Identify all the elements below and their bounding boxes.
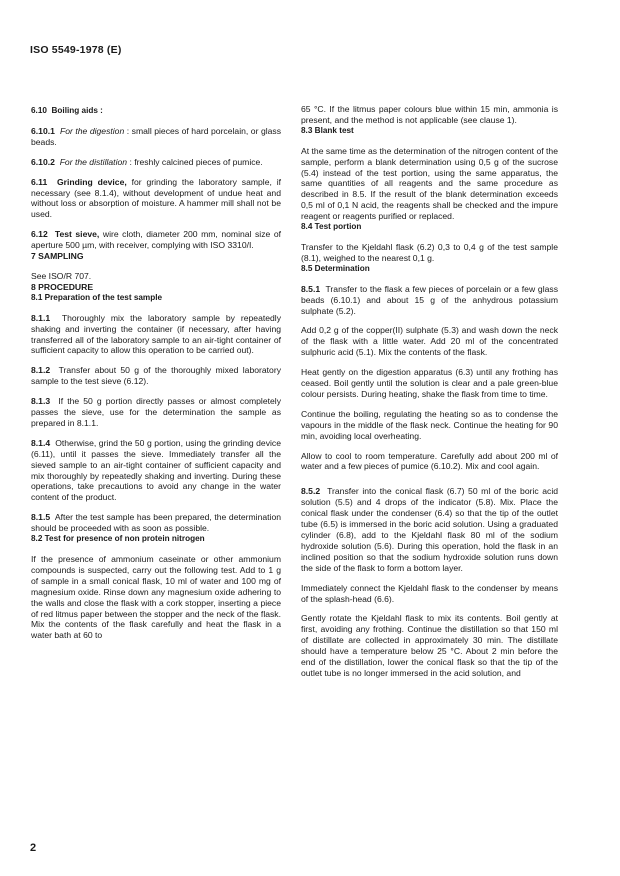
section-8-5-1-p4: Continue the boiling, regulating the heating so as to condense the vapours in the middle of the flask neck. Continue the heating for 90 min, avoiding local overheating. — [301, 408, 558, 441]
section-number: 8.5.2 — [301, 486, 321, 497]
section-number: 6.10 — [31, 106, 47, 115]
italic-lead: For the digestion — [59, 125, 125, 136]
continued-paragraph: 65 °C. If the litmus paper colours blue within 15 min, ammonia is present, and the method is not applicable (see clause 1). — [301, 104, 558, 125]
section-8-1-3 — [31, 396, 281, 429]
italic-lead: For the distillation — [59, 156, 128, 167]
section-8-4-title: 8.4 Test portion — [301, 222, 362, 232]
section-number: 6.11 — [31, 176, 48, 187]
paragraph-text: : small pieces of hard porcelain, or glass beads. — [31, 125, 282, 147]
section-8-5-2-p1 — [301, 486, 558, 573]
right-column — [301, 104, 558, 679]
page-number: 2 — [30, 842, 37, 854]
section-title: Test sieve, — [54, 229, 100, 240]
section-number: 6.10.2 — [31, 156, 55, 167]
section-6-10 — [31, 106, 281, 117]
section-8-1-title: 8.1 Preparation of the test sample — [31, 292, 163, 302]
paragraph-text: Transfer to the flask a few pieces of porcelain or a few glass beads (6.10.1) and about 15 g of the anhydrous potassium sulphate (5.2). — [301, 283, 558, 316]
section-8-3-title: 8.3 Blank test — [301, 125, 354, 135]
section-6-11 — [31, 177, 281, 221]
section-6-10-2 — [31, 157, 281, 168]
section-8-5-1-p2: Add 0,2 g of the copper(II) sulphate (5.3) and wash down the neck of the flask with a little water. Add 20 ml of the concentrated sulphuric acid (5.1). Mix the contents of the flask. — [301, 325, 558, 358]
section-8-5-1-p3: Heat gently on the digestion apparatus (6.3) until any frothing has ceased. Boil gently until the solution is clear and a pale green-blue colour persists. During heating, shake the flask from time to time. — [301, 367, 558, 399]
section-number: 8.1.4 — [31, 437, 51, 448]
section-number: 8.1.3 — [31, 396, 51, 407]
section-8-1-1 — [31, 313, 281, 357]
left-column — [31, 106, 281, 641]
section-6-10-1 — [31, 126, 281, 148]
paragraph-text: If the 50 g portion directly passes or almost completely passes the sieve, use for the determination the sample as prepared in 8.1.1. — [31, 396, 281, 428]
section-8-title: 8 PROCEDURE — [31, 281, 94, 292]
section-number: 6.12 — [31, 229, 48, 240]
paragraph-text: Transfer into the conical flask (6.7) 50 ml of the boric acid solution (5.5) and 4 drops of the indicator (5.8). Mix. Place the conical flask under the condenser (6.4) so that the tip of the outlet tube (6.5) is immersed in the boric acid solution. Using a graduated cylinder (6.8), add to the Kjeldahl flask 80 ml of the sodium hydroxide solution (5.6). During this operation, hold the flask in an inclined position so that the sodium hydroxide solution runs down the side of the flask to form a bottom layer. — [301, 486, 559, 573]
section-8-5-1-p5: Allow to cool to room temperature. Carefully add about 200 ml of water and a few pieces of pumice (6.10.2). Mix and cool again. — [301, 450, 558, 472]
section-8-2-title: 8.2 Test for presence of non protein nitrogen — [31, 534, 205, 544]
paragraph-text: Otherwise, grind the 50 g portion, using the grinding device (6.11), until it passes the sieve. Immediately transfer all the sieved sample to an air-tight container of sufficient capacity and mix thoroughly by repeatedly shaking and inverting. During these operations, take precautions to avoid any change in the water content of the product. — [31, 437, 281, 503]
section-8-4-text: Transfer to the Kjeldahl flask (6.2) 0,3 to 0,4 g of the test sample (8.1), weighed to the nearest 0,1 g. — [301, 241, 558, 263]
section-number: 8.5.1 — [301, 283, 321, 294]
section-8-1-4 — [31, 438, 281, 503]
section-8-5-1-p1 — [301, 284, 558, 317]
section-number: 8.1.5 — [31, 512, 51, 523]
section-number: 6.10.1 — [31, 125, 55, 136]
section-6-12 — [31, 229, 281, 251]
paragraph-text: Transfer about 50 g of the thoroughly mixed laboratory sample to the test sieve (6.12). — [31, 365, 281, 387]
section-title: Boiling aids : — [51, 106, 103, 115]
section-8-5-2-p2: Immediately connect the Kjeldahl flask to the condenser by means of the splash-head (6.6). — [301, 582, 558, 604]
section-7-title: 7 SAMPLING — [31, 251, 84, 262]
paragraph-text: wire cloth, diameter 200 mm, nominal size of aperture 500 µm, with receiver, complying with ISO 3310/I. — [31, 229, 281, 251]
paragraph-text: After the test sample has been prepared, the determination should be proceeded with as soon as possible. — [31, 512, 281, 534]
paragraph-text: : freshly calcined pieces of pumice. — [129, 156, 263, 167]
section-8-3-text: At the same time as the determination of the nitrogen content of the sample, perform a blank determination using 0,5 g of the sucrose (5.4) instead of the test portion, using the same apparatus, the same quantities of all reagents and the same procedure as described in 8.5. If the result of the blank determination exceeds 0,5 ml of 0,1 N acid, the reagents shall be checked and the impure reagent or reagents purified or replaced. — [301, 145, 558, 222]
document-header: ISO 5549-1978 (E) — [30, 44, 122, 56]
section-title: Grinding device, — [56, 176, 127, 187]
section-8-5-2-p3: Gently rotate the Kjeldahl flask to mix its contents. Boil gently at first, avoiding any frothing. Continue the distillation so that 150 ml of distillate are collected in approximately 30 min. The distillate should have a temperature below 25 °C. About 2 min before the end of the distillation, lower the conical flask so that the tip of the outlet tube is no longer immersed in the acid solution, and — [301, 613, 558, 678]
section-number: 8.1.2 — [31, 365, 51, 376]
section-8-5-title: 8.5 Determination — [301, 263, 370, 273]
section-8-1-5 — [31, 512, 281, 534]
section-7-text: See ISO/R 707. — [31, 270, 92, 281]
section-number: 8.1.1 — [31, 312, 51, 323]
paragraph-text: for grinding the laboratory sample, if necessary (see 8.1.4), without development of undue heat and without loss or absorption of moisture. A hammer mill shall not be used. — [31, 176, 282, 220]
paragraph-text: Thoroughly mix the laboratory sample by repeatedly shaking and inverting the container (if necessary, after having transferred all of the laboratory sample to an air-tight container of sufficient capacity to allow this operation to be carried out). — [31, 312, 281, 356]
section-8-1-2 — [31, 365, 281, 387]
section-8-2-text: If the presence of ammonium caseinate or other ammonium compounds is suspected, carry out the following test. Add to 1 g of sample in a small conical flask, 10 ml of water and 100 mg of magnesium oxide. Rinse down any magnesium oxide adhering to the walls and close the flask with a cork stopper, inserting a piece of red litmus paper between the stopper and the neck of the flask. Mix the contents of the flask carefully and heat the flask in a water bath at 60 to — [31, 554, 281, 641]
